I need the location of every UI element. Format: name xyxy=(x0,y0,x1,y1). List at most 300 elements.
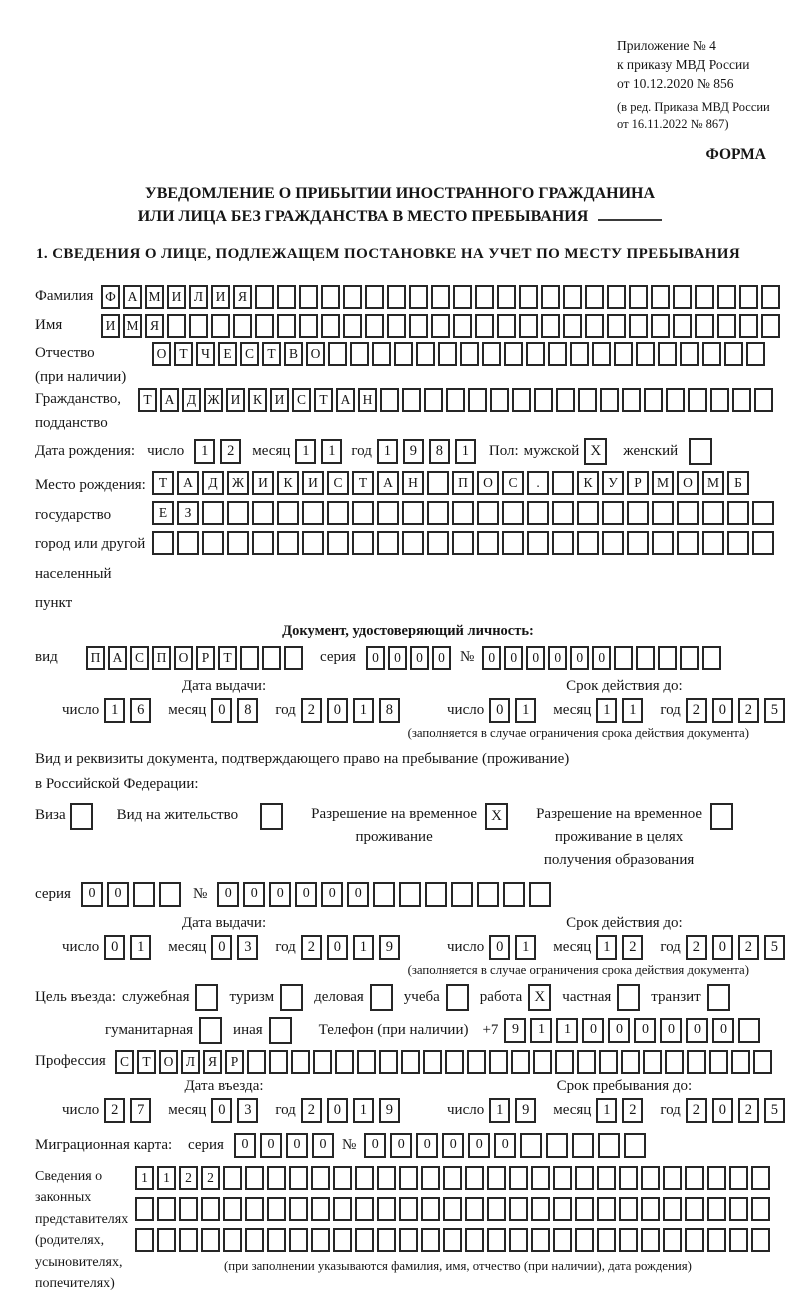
char-cell[interactable] xyxy=(343,285,362,309)
char-cell[interactable] xyxy=(602,501,624,525)
char-cell[interactable] xyxy=(333,1166,352,1190)
char-cell[interactable] xyxy=(597,1228,616,1252)
char-cell[interactable] xyxy=(746,342,765,366)
digit-cell[interactable]: 3 xyxy=(237,935,258,960)
char-cell[interactable] xyxy=(223,1228,242,1252)
digit-cell[interactable]: 2 xyxy=(622,1098,643,1123)
digit-cell[interactable]: 1 xyxy=(353,1098,374,1123)
digit-cell[interactable]: 7 xyxy=(130,1098,151,1123)
char-cell[interactable] xyxy=(291,1050,310,1074)
char-cell[interactable] xyxy=(475,285,494,309)
char-cell[interactable] xyxy=(577,1050,596,1074)
char-cell[interactable] xyxy=(752,531,774,555)
char-cell[interactable] xyxy=(520,1133,542,1158)
char-cell[interactable] xyxy=(548,342,567,366)
digit-cell[interactable]: 1 xyxy=(130,935,151,960)
char-cell[interactable] xyxy=(644,388,663,412)
char-cell[interactable]: А xyxy=(377,471,399,495)
char-cell[interactable] xyxy=(707,1228,726,1252)
char-cell[interactable]: М xyxy=(145,285,164,309)
char-cell[interactable] xyxy=(424,388,443,412)
char-cell[interactable]: В xyxy=(284,342,303,366)
char-cell[interactable] xyxy=(421,1166,440,1190)
char-cell[interactable]: 0 xyxy=(366,646,385,670)
char-cell[interactable] xyxy=(489,1050,508,1074)
char-cell[interactable] xyxy=(531,1228,550,1252)
char-cell[interactable] xyxy=(427,531,449,555)
char-cell[interactable] xyxy=(487,1228,506,1252)
digit-cell[interactable]: 0 xyxy=(489,698,510,723)
digit-cell[interactable]: 2 xyxy=(738,1098,759,1123)
digit-cell[interactable]: 1 xyxy=(194,439,215,464)
char-cell[interactable]: 0 xyxy=(260,1133,282,1158)
char-cell[interactable] xyxy=(627,501,649,525)
char-cell[interactable] xyxy=(702,501,724,525)
char-cell[interactable] xyxy=(607,314,626,338)
char-cell[interactable]: 0 xyxy=(608,1018,630,1043)
char-cell[interactable] xyxy=(357,1050,376,1074)
char-cell[interactable] xyxy=(729,1228,748,1252)
char-cell[interactable] xyxy=(377,501,399,525)
digit-cell[interactable]: 9 xyxy=(379,1098,400,1123)
char-cell[interactable] xyxy=(685,1166,704,1190)
char-cell[interactable] xyxy=(552,471,574,495)
char-cell[interactable] xyxy=(233,314,252,338)
char-cell[interactable] xyxy=(575,1197,594,1221)
char-cell[interactable] xyxy=(438,342,457,366)
digit-cell[interactable]: 2 xyxy=(686,1098,707,1123)
char-cell[interactable] xyxy=(732,388,751,412)
digit-cell[interactable]: 2 xyxy=(301,935,322,960)
char-cell[interactable]: О xyxy=(477,471,499,495)
char-cell[interactable] xyxy=(365,285,384,309)
char-cell[interactable] xyxy=(179,1228,198,1252)
char-cell[interactable] xyxy=(754,388,773,412)
char-cell[interactable] xyxy=(677,501,699,525)
char-cell[interactable]: К xyxy=(577,471,599,495)
visa-checkbox[interactable] xyxy=(70,803,93,830)
char-cell[interactable] xyxy=(527,531,549,555)
char-cell[interactable] xyxy=(526,342,545,366)
char-cell[interactable] xyxy=(467,1050,486,1074)
char-cell[interactable] xyxy=(189,314,208,338)
char-cell[interactable] xyxy=(423,1050,442,1074)
char-cell[interactable] xyxy=(452,531,474,555)
char-cell[interactable]: Д xyxy=(182,388,201,412)
char-cell[interactable] xyxy=(761,314,780,338)
char-cell[interactable] xyxy=(731,1050,750,1074)
char-cell[interactable] xyxy=(355,1228,374,1252)
char-cell[interactable] xyxy=(302,531,324,555)
digit-cell[interactable]: 9 xyxy=(379,935,400,960)
char-cell[interactable] xyxy=(394,342,413,366)
char-cell[interactable] xyxy=(509,1228,528,1252)
char-cell[interactable] xyxy=(157,1228,176,1252)
char-cell[interactable] xyxy=(511,1050,530,1074)
char-cell[interactable]: . xyxy=(527,471,549,495)
char-cell[interactable]: А xyxy=(123,285,142,309)
char-cell[interactable] xyxy=(531,1166,550,1190)
digit-cell[interactable]: 1 xyxy=(353,935,374,960)
char-cell[interactable]: О xyxy=(306,342,325,366)
char-cell[interactable] xyxy=(512,388,531,412)
char-cell[interactable]: 2 xyxy=(179,1166,198,1190)
char-cell[interactable] xyxy=(607,285,626,309)
char-cell[interactable] xyxy=(663,1228,682,1252)
digit-cell[interactable]: 1 xyxy=(104,698,125,723)
char-cell[interactable] xyxy=(707,1166,726,1190)
char-cell[interactable]: 0 xyxy=(712,1018,734,1043)
digit-cell[interactable]: 9 xyxy=(403,439,424,464)
digit-cell[interactable]: 0 xyxy=(211,698,232,723)
digit-cell[interactable]: 2 xyxy=(104,1098,125,1123)
char-cell[interactable] xyxy=(252,501,274,525)
char-cell[interactable] xyxy=(598,1133,620,1158)
char-cell[interactable]: Ж xyxy=(204,388,223,412)
char-cell[interactable] xyxy=(624,1133,646,1158)
char-cell[interactable] xyxy=(343,314,362,338)
char-cell[interactable] xyxy=(302,501,324,525)
char-cell[interactable] xyxy=(729,1197,748,1221)
char-cell[interactable] xyxy=(739,285,758,309)
char-cell[interactable] xyxy=(202,501,224,525)
char-cell[interactable] xyxy=(658,342,677,366)
char-cell[interactable] xyxy=(355,1197,374,1221)
char-cell[interactable] xyxy=(247,1050,266,1074)
char-cell[interactable]: 0 xyxy=(416,1133,438,1158)
char-cell[interactable]: А xyxy=(160,388,179,412)
char-cell[interactable] xyxy=(553,1197,572,1221)
char-cell[interactable] xyxy=(641,1228,660,1252)
char-cell[interactable] xyxy=(267,1228,286,1252)
char-cell[interactable] xyxy=(333,1228,352,1252)
digit-cell[interactable]: 5 xyxy=(764,935,785,960)
char-cell[interactable] xyxy=(223,1197,242,1221)
char-cell[interactable] xyxy=(313,1050,332,1074)
char-cell[interactable] xyxy=(201,1197,220,1221)
char-cell[interactable] xyxy=(751,1166,770,1190)
char-cell[interactable] xyxy=(641,1166,660,1190)
char-cell[interactable] xyxy=(509,1166,528,1190)
char-cell[interactable]: С xyxy=(115,1050,134,1074)
checkbox[interactable] xyxy=(446,984,469,1011)
char-cell[interactable] xyxy=(159,882,181,907)
char-cell[interactable] xyxy=(727,531,749,555)
char-cell[interactable]: Т xyxy=(262,342,281,366)
char-cell[interactable]: Л xyxy=(189,285,208,309)
char-cell[interactable] xyxy=(289,1166,308,1190)
char-cell[interactable]: 0 xyxy=(269,882,291,907)
char-cell[interactable] xyxy=(427,471,449,495)
char-cell[interactable] xyxy=(546,1133,568,1158)
char-cell[interactable] xyxy=(666,388,685,412)
char-cell[interactable]: Н xyxy=(402,471,424,495)
char-cell[interactable] xyxy=(227,531,249,555)
char-cell[interactable]: Д xyxy=(202,471,224,495)
char-cell[interactable] xyxy=(227,501,249,525)
char-cell[interactable] xyxy=(152,531,174,555)
char-cell[interactable]: 0 xyxy=(347,882,369,907)
digit-cell[interactable]: 0 xyxy=(712,1098,733,1123)
char-cell[interactable]: Т xyxy=(314,388,333,412)
char-cell[interactable]: 0 xyxy=(660,1018,682,1043)
char-cell[interactable] xyxy=(133,882,155,907)
char-cell[interactable] xyxy=(267,1166,286,1190)
digit-cell[interactable]: 0 xyxy=(104,935,125,960)
digit-cell[interactable]: 1 xyxy=(596,1098,617,1123)
char-cell[interactable]: С xyxy=(130,646,149,670)
digit-cell[interactable]: 1 xyxy=(353,698,374,723)
char-cell[interactable]: 0 xyxy=(432,646,451,670)
char-cell[interactable] xyxy=(201,1228,220,1252)
char-cell[interactable] xyxy=(352,531,374,555)
digit-cell[interactable]: 1 xyxy=(489,1098,510,1123)
char-cell[interactable] xyxy=(277,285,296,309)
char-cell[interactable] xyxy=(663,1197,682,1221)
char-cell[interactable]: Ч xyxy=(196,342,215,366)
char-cell[interactable] xyxy=(445,1050,464,1074)
char-cell[interactable]: 0 xyxy=(107,882,129,907)
char-cell[interactable]: 0 xyxy=(482,646,501,670)
digit-cell[interactable]: 1 xyxy=(596,935,617,960)
char-cell[interactable]: Е xyxy=(218,342,237,366)
digit-cell[interactable]: 0 xyxy=(327,698,348,723)
char-cell[interactable] xyxy=(399,1166,418,1190)
char-cell[interactable] xyxy=(563,285,582,309)
digit-cell[interactable]: 2 xyxy=(622,935,643,960)
digit-cell[interactable]: 0 xyxy=(489,935,510,960)
char-cell[interactable]: 0 xyxy=(592,646,611,670)
digit-cell[interactable]: 5 xyxy=(764,1098,785,1123)
char-cell[interactable] xyxy=(619,1166,638,1190)
char-cell[interactable] xyxy=(372,342,391,366)
char-cell[interactable] xyxy=(627,531,649,555)
digit-cell[interactable]: 1 xyxy=(321,439,342,464)
char-cell[interactable] xyxy=(402,531,424,555)
char-cell[interactable] xyxy=(262,646,281,670)
char-cell[interactable]: 0 xyxy=(364,1133,386,1158)
char-cell[interactable]: 0 xyxy=(634,1018,656,1043)
char-cell[interactable] xyxy=(402,388,421,412)
char-cell[interactable]: С xyxy=(292,388,311,412)
char-cell[interactable] xyxy=(465,1166,484,1190)
char-cell[interactable]: С xyxy=(327,471,349,495)
char-cell[interactable] xyxy=(636,646,655,670)
char-cell[interactable] xyxy=(377,1228,396,1252)
char-cell[interactable]: 0 xyxy=(243,882,265,907)
char-cell[interactable] xyxy=(379,1050,398,1074)
digit-cell[interactable]: 2 xyxy=(301,698,322,723)
temp-residence-education-checkbox[interactable] xyxy=(710,803,733,830)
temp-residence-checkbox[interactable]: X xyxy=(485,803,508,830)
char-cell[interactable] xyxy=(409,314,428,338)
char-cell[interactable] xyxy=(177,531,199,555)
digit-cell[interactable]: 8 xyxy=(429,439,450,464)
checkbox[interactable] xyxy=(280,984,303,1011)
char-cell[interactable] xyxy=(289,1197,308,1221)
digit-cell[interactable]: 2 xyxy=(738,698,759,723)
char-cell[interactable] xyxy=(255,285,274,309)
char-cell[interactable] xyxy=(245,1166,264,1190)
char-cell[interactable]: Б xyxy=(727,471,749,495)
char-cell[interactable] xyxy=(431,314,450,338)
char-cell[interactable] xyxy=(643,1050,662,1074)
char-cell[interactable]: 0 xyxy=(286,1133,308,1158)
char-cell[interactable] xyxy=(477,882,499,907)
char-cell[interactable] xyxy=(614,646,633,670)
char-cell[interactable] xyxy=(289,1228,308,1252)
char-cell[interactable]: А xyxy=(177,471,199,495)
char-cell[interactable]: 1 xyxy=(556,1018,578,1043)
char-cell[interactable] xyxy=(614,342,633,366)
sex-female-checkbox[interactable] xyxy=(689,438,712,465)
char-cell[interactable] xyxy=(652,531,674,555)
char-cell[interactable] xyxy=(529,882,551,907)
char-cell[interactable] xyxy=(695,285,714,309)
char-cell[interactable] xyxy=(252,531,274,555)
char-cell[interactable] xyxy=(717,285,736,309)
char-cell[interactable]: 0 xyxy=(390,1133,412,1158)
char-cell[interactable]: 9 xyxy=(504,1018,526,1043)
char-cell[interactable] xyxy=(399,882,421,907)
char-cell[interactable] xyxy=(651,314,670,338)
char-cell[interactable] xyxy=(702,531,724,555)
digit-cell[interactable]: 0 xyxy=(712,698,733,723)
char-cell[interactable] xyxy=(503,882,525,907)
digit-cell[interactable]: 0 xyxy=(327,1098,348,1123)
char-cell[interactable] xyxy=(373,882,395,907)
char-cell[interactable] xyxy=(277,531,299,555)
char-cell[interactable] xyxy=(416,342,435,366)
digit-cell[interactable]: 2 xyxy=(220,439,241,464)
char-cell[interactable] xyxy=(446,388,465,412)
char-cell[interactable] xyxy=(277,314,296,338)
digit-cell[interactable]: 8 xyxy=(379,698,400,723)
char-cell[interactable] xyxy=(541,314,560,338)
char-cell[interactable] xyxy=(629,285,648,309)
char-cell[interactable] xyxy=(563,314,582,338)
char-cell[interactable]: Т xyxy=(218,646,237,670)
digit-cell[interactable]: 0 xyxy=(327,935,348,960)
char-cell[interactable] xyxy=(572,1133,594,1158)
char-cell[interactable]: 0 xyxy=(81,882,103,907)
char-cell[interactable]: 0 xyxy=(582,1018,604,1043)
char-cell[interactable]: 0 xyxy=(234,1133,256,1158)
char-cell[interactable] xyxy=(179,1197,198,1221)
char-cell[interactable] xyxy=(452,501,474,525)
char-cell[interactable]: М xyxy=(652,471,674,495)
char-cell[interactable]: Р xyxy=(627,471,649,495)
char-cell[interactable]: П xyxy=(86,646,105,670)
char-cell[interactable] xyxy=(724,342,743,366)
char-cell[interactable] xyxy=(451,882,473,907)
char-cell[interactable]: П xyxy=(452,471,474,495)
checkbox[interactable] xyxy=(195,984,218,1011)
char-cell[interactable] xyxy=(695,314,714,338)
char-cell[interactable] xyxy=(651,285,670,309)
char-cell[interactable] xyxy=(636,342,655,366)
char-cell[interactable] xyxy=(490,388,509,412)
digit-cell[interactable]: 1 xyxy=(622,698,643,723)
char-cell[interactable] xyxy=(641,1197,660,1221)
char-cell[interactable]: 1 xyxy=(135,1166,154,1190)
char-cell[interactable] xyxy=(497,285,516,309)
char-cell[interactable] xyxy=(751,1228,770,1252)
char-cell[interactable] xyxy=(350,342,369,366)
char-cell[interactable] xyxy=(135,1197,154,1221)
char-cell[interactable] xyxy=(519,285,538,309)
checkbox[interactable] xyxy=(370,984,393,1011)
char-cell[interactable]: Е xyxy=(152,501,174,525)
char-cell[interactable] xyxy=(702,646,721,670)
char-cell[interactable]: М xyxy=(123,314,142,338)
char-cell[interactable] xyxy=(299,285,318,309)
char-cell[interactable] xyxy=(465,1228,484,1252)
char-cell[interactable]: И xyxy=(226,388,245,412)
checkbox[interactable]: X xyxy=(528,984,551,1011)
char-cell[interactable] xyxy=(453,285,472,309)
char-cell[interactable] xyxy=(468,388,487,412)
char-cell[interactable]: С xyxy=(240,342,259,366)
char-cell[interactable] xyxy=(502,501,524,525)
char-cell[interactable] xyxy=(365,314,384,338)
char-cell[interactable] xyxy=(602,531,624,555)
char-cell[interactable]: К xyxy=(248,388,267,412)
checkbox[interactable] xyxy=(617,984,640,1011)
char-cell[interactable] xyxy=(269,1050,288,1074)
char-cell[interactable] xyxy=(321,285,340,309)
char-cell[interactable] xyxy=(421,1197,440,1221)
char-cell[interactable]: 0 xyxy=(388,646,407,670)
char-cell[interactable] xyxy=(431,285,450,309)
char-cell[interactable] xyxy=(687,1050,706,1074)
char-cell[interactable]: Р xyxy=(196,646,215,670)
char-cell[interactable] xyxy=(577,501,599,525)
char-cell[interactable] xyxy=(738,1018,760,1043)
digit-cell[interactable]: 0 xyxy=(211,1098,232,1123)
char-cell[interactable] xyxy=(621,1050,640,1074)
char-cell[interactable] xyxy=(575,1166,594,1190)
char-cell[interactable] xyxy=(443,1197,462,1221)
char-cell[interactable] xyxy=(577,531,599,555)
char-cell[interactable] xyxy=(519,314,538,338)
char-cell[interactable] xyxy=(321,314,340,338)
char-cell[interactable] xyxy=(427,501,449,525)
char-cell[interactable] xyxy=(328,342,347,366)
char-cell[interactable] xyxy=(477,531,499,555)
checkbox[interactable] xyxy=(707,984,730,1011)
char-cell[interactable] xyxy=(685,1228,704,1252)
char-cell[interactable]: 0 xyxy=(526,646,545,670)
char-cell[interactable] xyxy=(245,1228,264,1252)
char-cell[interactable] xyxy=(552,531,574,555)
char-cell[interactable] xyxy=(311,1197,330,1221)
char-cell[interactable]: И xyxy=(252,471,274,495)
char-cell[interactable] xyxy=(167,314,186,338)
char-cell[interactable] xyxy=(311,1228,330,1252)
char-cell[interactable]: И xyxy=(101,314,120,338)
char-cell[interactable] xyxy=(377,531,399,555)
char-cell[interactable] xyxy=(387,314,406,338)
char-cell[interactable] xyxy=(729,1166,748,1190)
char-cell[interactable] xyxy=(401,1050,420,1074)
char-cell[interactable]: Т xyxy=(174,342,193,366)
char-cell[interactable]: 0 xyxy=(295,882,317,907)
char-cell[interactable]: Я xyxy=(145,314,164,338)
char-cell[interactable] xyxy=(553,1166,572,1190)
char-cell[interactable] xyxy=(541,285,560,309)
char-cell[interactable] xyxy=(502,531,524,555)
